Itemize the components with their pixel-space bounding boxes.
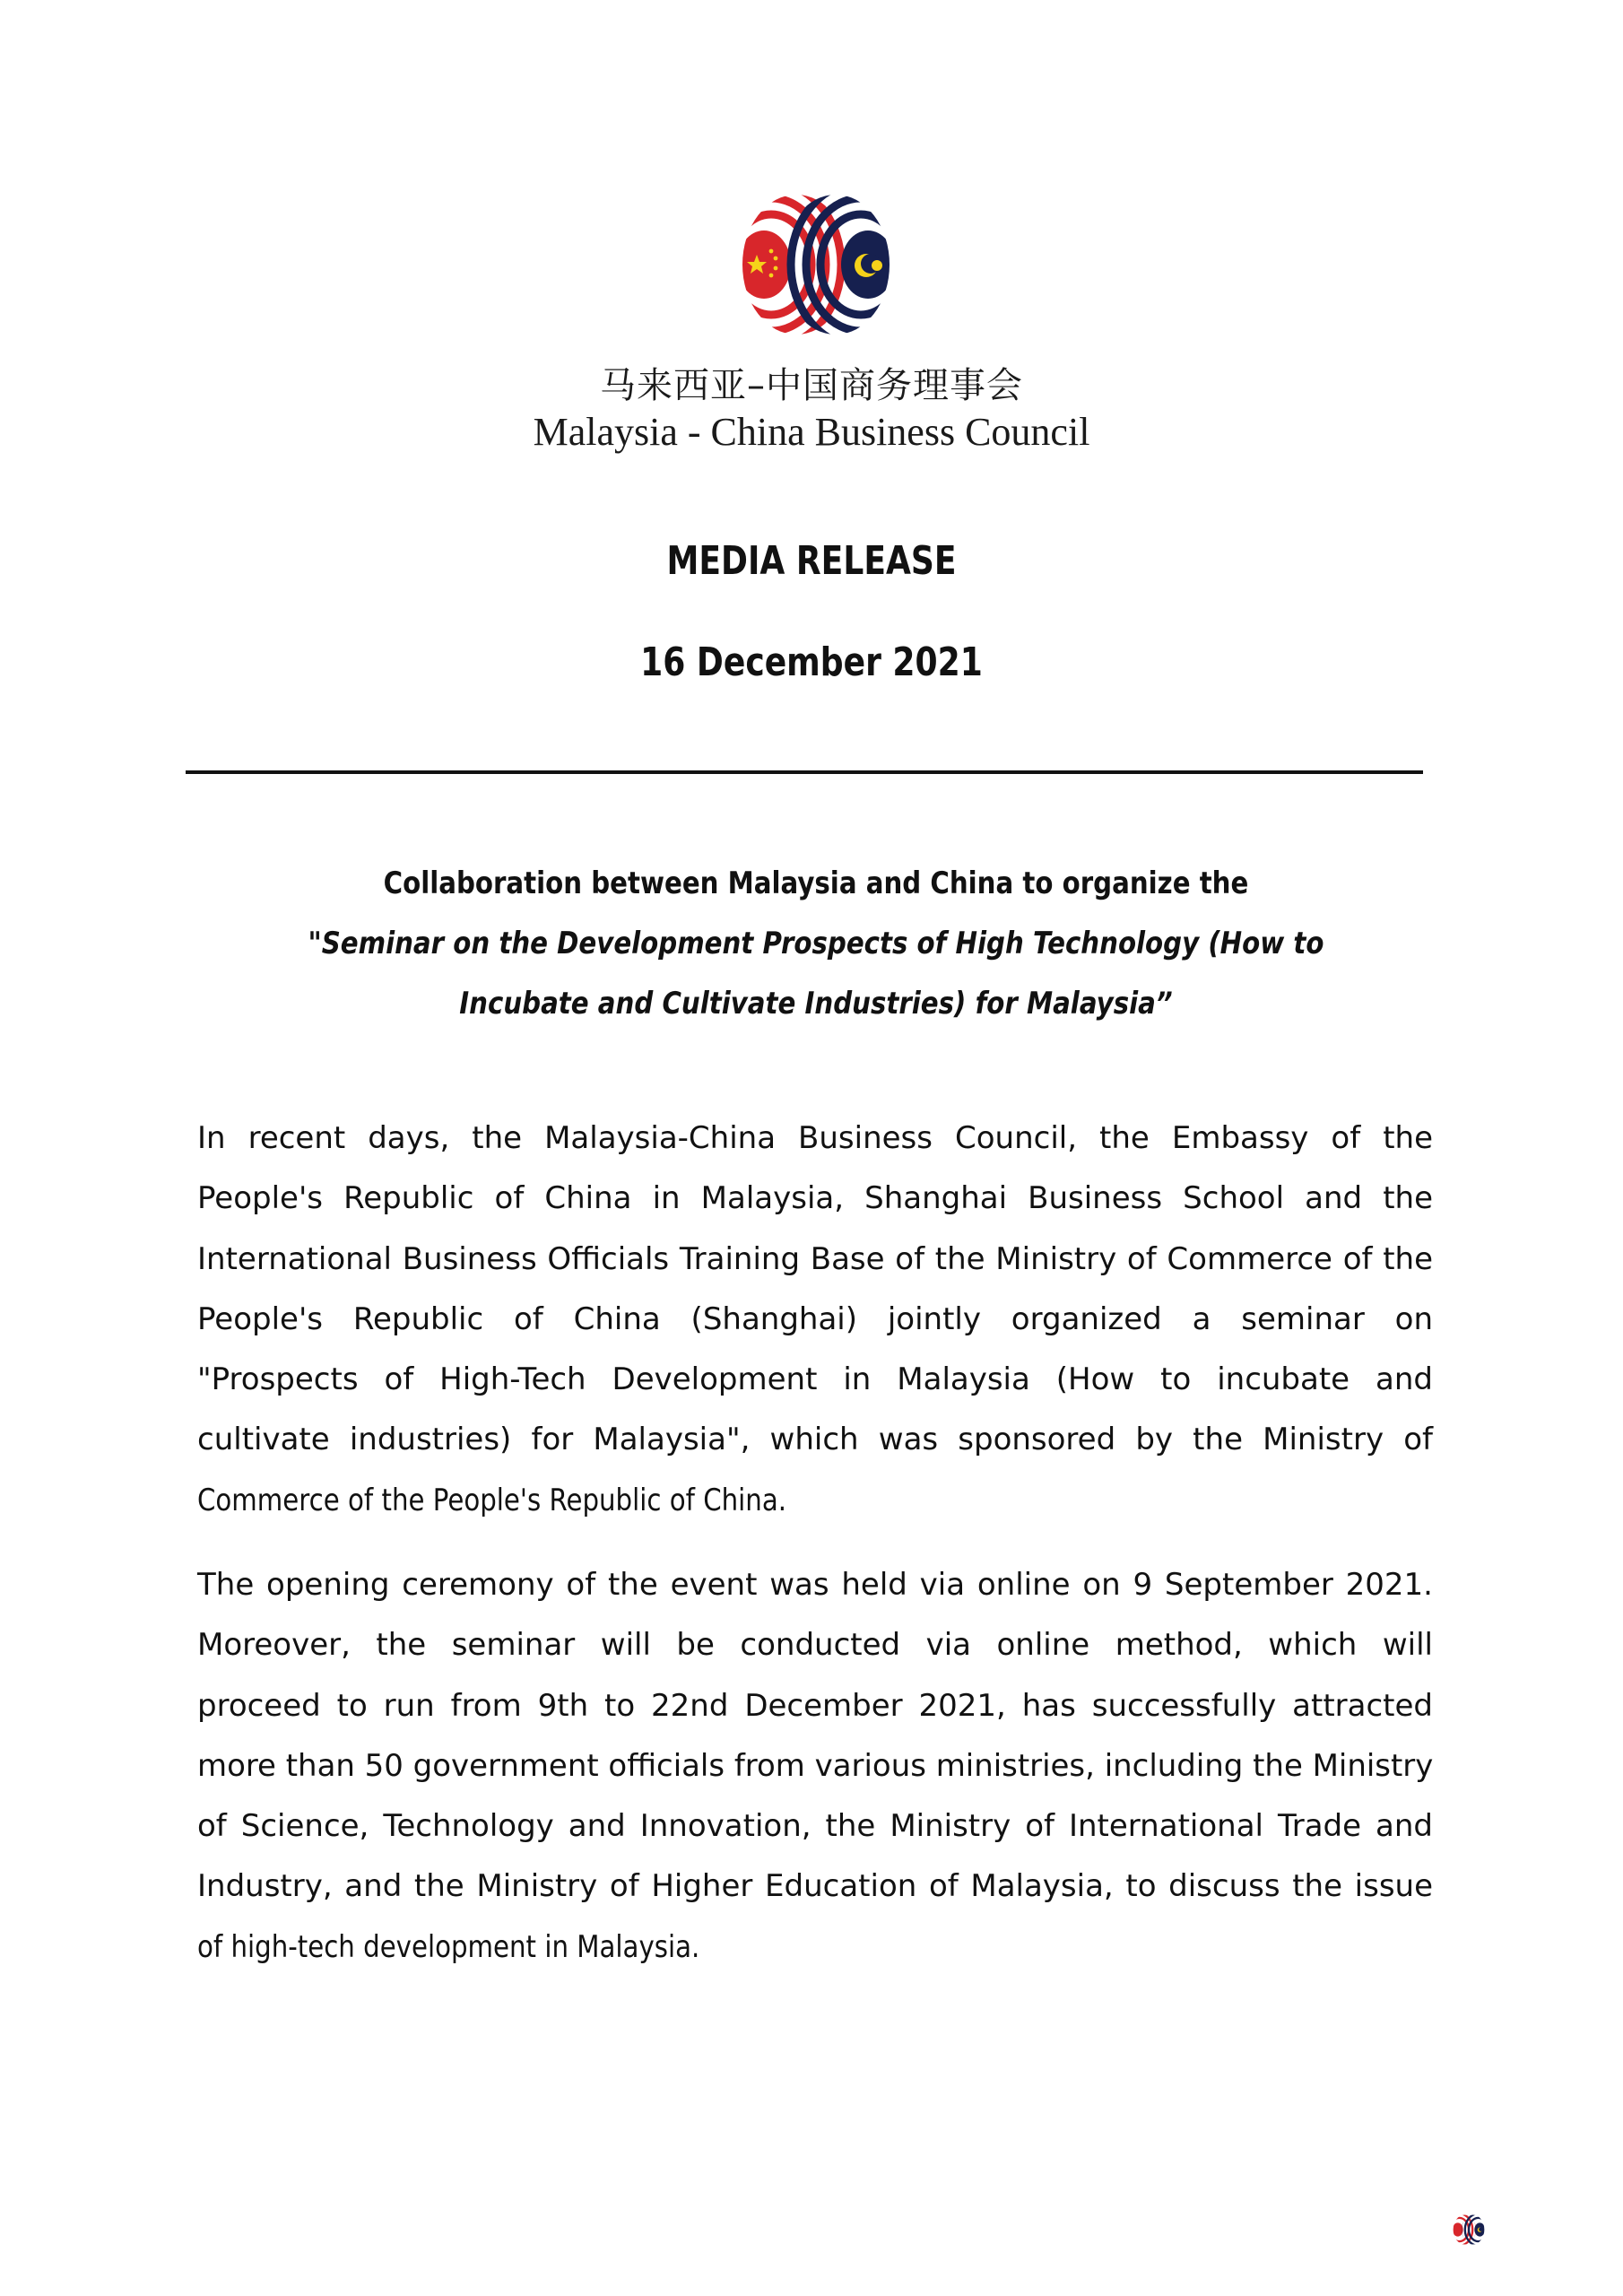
headline	[179, 854, 1453, 1034]
org-name-chinese: 马来西亚–中国商务理事会	[600, 365, 1023, 406]
footer-logo-icon	[1451, 2213, 1487, 2246]
body-line: of high-tech development in Malaysia.	[197, 1928, 700, 1965]
body-line: more than 50 government officials from various ministries, including the Ministry	[197, 1747, 1434, 1784]
divider-rule	[186, 770, 1423, 774]
body-line: of Science, Technology and Innovation, the Ministry of International Trade and	[197, 1808, 1433, 1845]
release-date: 16 December 2021	[640, 639, 983, 685]
headline-line-3: Incubate and Cultivate Industries) for Malaysia”	[459, 986, 1173, 1022]
body-line: Moreover, the seminar will be conducted via online method, which will	[197, 1627, 1433, 1664]
body-line: "Prospects of High-Tech Development in Malaysia (How to incubate and	[197, 1361, 1433, 1398]
mcbc-logo-icon	[735, 188, 897, 341]
body-line: Commerce of the People's Republic of China.	[197, 1482, 787, 1518]
body-line: proceed to run from 9th to 22nd December 2021, has successfully attracted	[197, 1687, 1433, 1724]
body-paragraph-2	[197, 1555, 1433, 1978]
org-name-english: Malaysia - China Business Council	[533, 410, 1090, 454]
headline-line-2: "Seminar on the Development Prospects of High Technology (How to	[308, 926, 1324, 961]
body-line: In recent days, the Malaysia-China Business Council, the Embassy of the	[197, 1120, 1433, 1156]
headline-line-1: Collaboration between Malaysia and China to organize the	[383, 865, 1249, 901]
body-line: Industry, and the Ministry of Higher Education of Malaysia, to discuss the issue	[197, 1868, 1433, 1905]
body-line: cultivate industries) for Malaysia", which was sponsored by the Ministry of	[197, 1422, 1433, 1458]
media-release-label: MEDIA RELEASE	[666, 538, 957, 584]
body-line: International Business Officials Training Base of the Ministry of Commerce of the	[197, 1240, 1433, 1277]
body-line: People's Republic of China (Shanghai) jointly organized a seminar on	[197, 1300, 1433, 1337]
body-line: The opening ceremony of the event was held via online on 9 September 2021.	[197, 1567, 1433, 1603]
body-line: People's Republic of China in Malaysia, Shanghai Business School and the	[197, 1180, 1433, 1217]
body-paragraph-1	[197, 1109, 1433, 1531]
